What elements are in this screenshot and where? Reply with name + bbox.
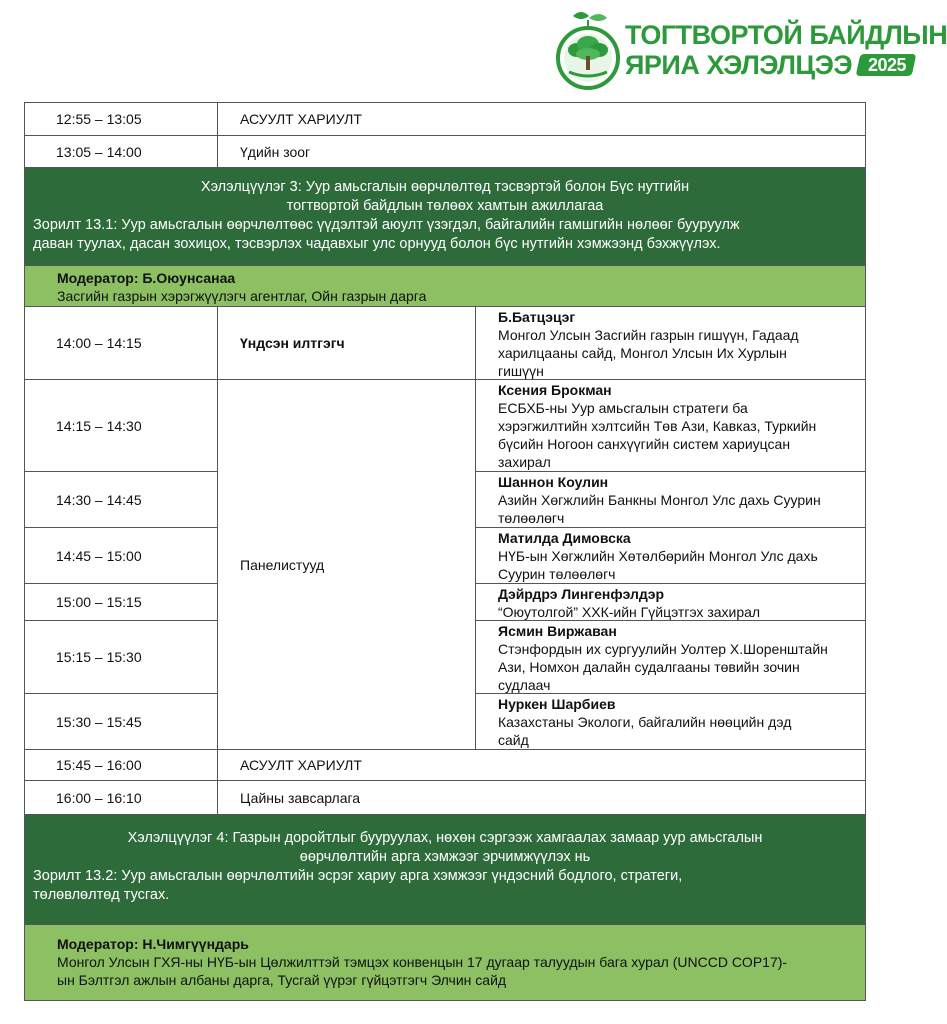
panel-times-column [25,380,218,749]
speaker-name: Ясмин Виржаван [498,623,617,639]
speaker-desc-line: судлаач [498,677,551,693]
time-cell: 12:55 – 13:05 [25,103,218,135]
moderator-name: Модератор: Б.Оюунсанаа [57,270,236,286]
session-4-moderator [25,925,866,1001]
table-row [25,136,866,168]
speaker-desc-line: төлөөлөгч [498,510,565,526]
speaker-cell [476,528,866,584]
table-row [25,750,866,781]
logo-line-1: ТОГТВОРТОЙ БАЙДЛЫН [625,20,947,50]
tree-emblem-icon [553,6,623,92]
logo-line-2: ЯРИА ХЭЛЭЛЦЭЭ [625,50,853,80]
speaker-name: Дэйрдрэ Лингенфэлдэр [498,586,665,602]
time-cell: 13:05 – 14:00 [25,136,218,167]
speaker-desc-line: Стэнфордын их сургуулийн Уолтер Х.Шоренштайн [498,641,828,657]
table-row [25,103,866,136]
session-3-header [25,168,866,266]
speaker-cell [476,621,866,694]
speaker-desc-line: захирал [498,454,551,470]
activity-cell: АСУУЛТ ХАРИУЛТ [218,103,866,135]
session-3-goal-line-2: даван туулах, дасан зохицох, тэсвэрлэх чадавхыг улс орнууд болон бүс нутгийн хэмжээнд бэхжүүлэх. [33,236,721,252]
session-3-title-line-2: тогтвортой байдлын төлөөх хамтын ажиллагаа [286,198,604,214]
speaker-desc-line: НҮБ-ын Хөгжлийн Хөтөлбөрийн Монгол Улс дахь [498,548,818,564]
speaker-desc-line: хэрэгжилтийн хэлтсийн Төв Ази, Кавказ, Туркийн [498,418,817,434]
table-row [25,781,866,815]
speaker-cell [476,380,866,472]
moderator-title: Засгийн газрын хэрэгжүүлэгч агентлаг, Ойн газрын дарга [57,288,427,304]
session-3-title-line-1: Хэлэлцүүлэг 3: Уур амьсгалын өөрчлөлтөд тэсвэртэй болон Бүс нутгийн [200,179,690,195]
keynote-row [25,307,866,380]
panel-block [25,380,866,750]
time-cell: 14:45 – 15:00 [25,528,218,584]
activity-cell: Үдийн зоог [218,136,866,167]
time-cell: 15:45 – 16:00 [25,750,218,780]
speaker-desc-line: гишүүн [498,363,544,379]
speaker-name: Нуркен Шарбиев [498,696,616,712]
time-cell: 14:30 – 14:45 [25,472,218,528]
session-4-goal-line-2: төлөвлөлтөд тусгах. [33,887,170,903]
activity-cell: АСУУЛТ ХАРИУЛТ [218,750,866,780]
moderator-title-line: ын Бэлтгэл ажлын албаны дарга, Тусгай үүрэг гүйцэтгэгч Элчин сайд [57,972,507,988]
session-4-goal-line-1: Зорилт 13.2: Уур амьсгалын өөрчлөлтийн эсрэг хариу арга хэмжээг үндэсний бодлого, стратеги, [33,868,683,884]
time-cell: 14:15 – 14:30 [25,380,218,472]
time-cell: 14:00 – 14:15 [25,307,218,379]
agenda-table [24,102,866,1001]
time-cell: 15:00 – 15:15 [25,584,218,621]
speaker-cell [476,472,866,528]
speaker-desc-line: “Оюутолгой” ХХК-ийн Гүйцэтгэх захирал [498,604,761,620]
speaker-desc-line: харилцааны сайд, Монгол Улсын Их Хурлын [498,345,787,361]
speaker-desc-line: Ази, Номхон далайн судалгааны төвийн зочин [498,659,800,675]
speaker-desc-line: сайд [498,732,529,748]
time-cell: 16:00 – 16:10 [25,781,218,814]
speaker-cell [476,584,866,621]
session-4-title-line-1: Хэлэлцүүлэг 4: Газрын доройтлыг бууруулах, нөхөн сэргээж хамгаалах замаар уур амьсгалын [127,830,763,846]
time-cell: 15:15 – 15:30 [25,621,218,694]
event-logo [553,6,947,92]
speaker-desc-line: бүсийн Ногоон санхүүгийн систем хариуцсан [498,436,791,452]
speaker-desc-line: Азийн Хөгжлийн Банкны Монгол Улс дахь Суурин [498,492,821,508]
speaker-desc-line: ЕСБХБ-ны Уур амьсгалын стратеги ба [498,400,748,416]
panel-role-cell: Панелистууд [218,380,476,749]
time-cell: 15:30 – 15:45 [25,694,218,749]
speaker-desc-line: Казахстаны Экологи, байгалийн нөөцийн дэд [498,714,792,730]
logo-wordmark [625,20,947,80]
moderator-name: Модератор: Н.Чимгүүндарь [57,936,249,952]
speaker-cell [476,694,866,749]
role-cell: Үндсэн илтгэгч [218,307,476,379]
panel-speakers-column [476,380,866,749]
speaker-name: Ксения Брокман [498,382,612,398]
session-4-title-line-2: өөрчлөлтийн арга хэмжээг эрчимжүүлэх нь [299,849,591,865]
speaker-name: Матилда Димовска [498,530,631,546]
logo-year: 2025 [868,55,907,75]
activity-cell: Цайны завсарлага [218,781,866,814]
speaker-cell [476,307,866,379]
moderator-title-line: Монгол Улсын ГХЯ-ны НҮБ-ын Цөлжилттэй тэмцэх конвенцын 17 дугаар талуудын бага хурал (UNCCD COP17)- [57,954,788,970]
speaker-name: Б.Батцэцэг [498,309,576,325]
logo-year-badge [856,54,917,76]
speaker-desc-line: Монгол Улсын Засгийн газрын гишүүн, Гадаад [498,327,799,343]
session-4-header [25,815,866,925]
speaker-name: Шаннон Коулин [498,474,609,490]
session-3-moderator [25,266,866,307]
speaker-desc-line: Суурин төлөөлөгч [498,566,616,582]
session-3-goal-line-1: Зорилт 13.1: Уур амьсгалын өөрчлөлтөөс үүдэлтэй аюулт үзэгдэл, байгалийн гамшгийн нөлөөг бууруулж [33,217,740,233]
